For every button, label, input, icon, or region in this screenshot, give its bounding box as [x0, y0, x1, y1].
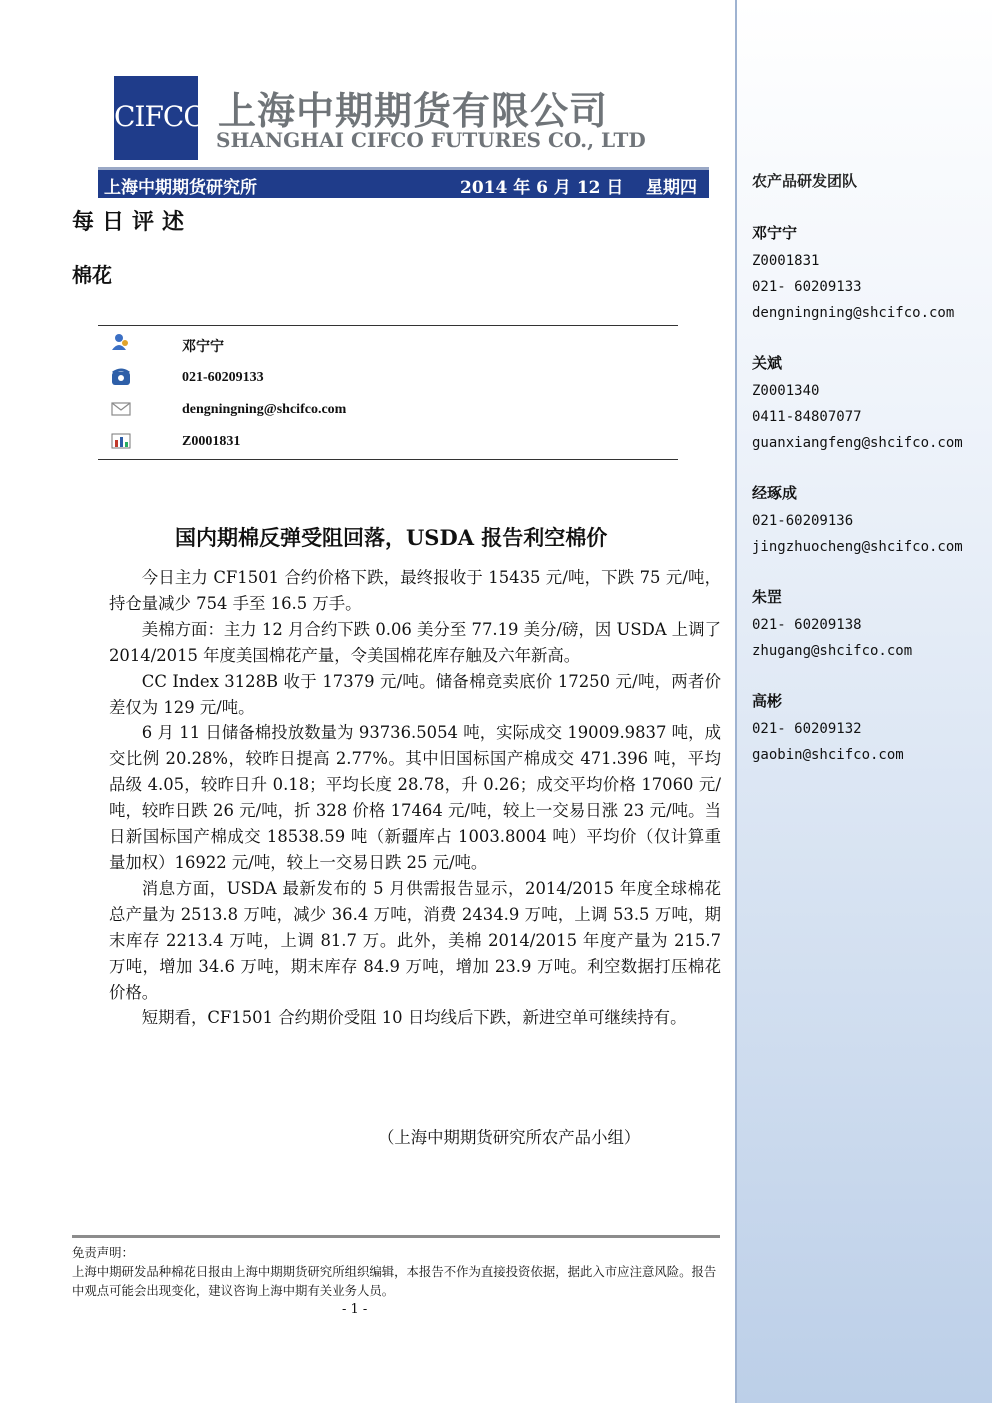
- sidebar-contact: [752, 352, 963, 459]
- team-sidebar: [735, 0, 992, 1403]
- author-name: 邓宁宁: [182, 340, 224, 355]
- contact-phone: 021-60209136: [752, 513, 854, 529]
- author-license: Z0001831: [182, 434, 241, 449]
- paragraph: 今日主力 CF1501 合约价格下跌，最终报收于 15435 元/吨，下跌 75 元/吨，持仓量减少 754 手至 16.5 万手。: [109, 568, 721, 613]
- author-email[interactable]: dengningning@shcifco.com: [182, 402, 347, 417]
- article-headline: 国内期棉反弹受阻回落，USDA 报告利空棉价: [175, 525, 608, 550]
- paragraph: 美棉方面：主力 12 月合约下跌 0.06 美分至 77.19 美分/磅，因 USDA 上调了 2014/2015 年度美国棉花产量，令美国棉花库存触及六年新高。: [109, 619, 721, 665]
- contact-email[interactable]: zhugang@shcifco.com: [752, 643, 913, 659]
- paragraph: CC Index 3128B 收于 17379 元/吨。储备棉竞卖底价 17250 元/吨，两者价差仅为 129 元/吨。: [109, 671, 721, 717]
- person-icon: [110, 332, 132, 354]
- disclaimer-title: 免责声明：: [72, 1245, 134, 1260]
- footer-divider: [72, 1235, 720, 1238]
- contact-name: 朱罡: [752, 588, 783, 606]
- chart-icon: [110, 430, 132, 452]
- contact-email[interactable]: guanxiangfeng@shcifco.com: [752, 435, 963, 451]
- company-name-en: SHANGHAI CIFCO FUTURES CO., LTD: [216, 128, 646, 152]
- team-title: 农产品研发团队: [752, 172, 858, 190]
- page-number: - 1 -: [342, 1302, 368, 1317]
- author-email-row: [98, 398, 678, 428]
- contact-license: Z0001340: [752, 383, 820, 399]
- contact-name: 邓宁宁: [752, 224, 798, 242]
- phone-icon: [110, 366, 132, 388]
- sidebar-contact: [752, 482, 963, 563]
- paragraph: 短期看，CF1501 合约期价受阻 10 日均线后下跌，新进空单可继续持有。: [141, 1008, 687, 1028]
- contact-name: 高彬: [752, 692, 783, 710]
- sidebar-contact: [752, 586, 912, 667]
- contact-email[interactable]: dengningning@shcifco.com: [752, 305, 955, 321]
- contact-name: 经琢成: [752, 484, 798, 502]
- contact-phone: 021- 60209138: [752, 617, 862, 633]
- sidebar-contact: [752, 222, 954, 329]
- article-body: [109, 565, 721, 1031]
- institute-name: 上海中期期货研究所: [104, 178, 257, 198]
- author-block: [98, 325, 678, 460]
- sidebar-contact: [752, 690, 904, 771]
- report-weekday: 星期四: [646, 178, 697, 198]
- header-band: [98, 167, 709, 198]
- article-signature: （上海中期期货研究所农产品小组）: [378, 1128, 641, 1147]
- logo-text: CIFCO: [114, 100, 206, 133]
- contact-name: 关斌: [752, 354, 783, 372]
- author-phone-row: [98, 366, 678, 396]
- paragraph: 消息方面，USDA 最新发布的 5 月供需报告显示，2014/2015 年度全球棉花总产量为 2513.8 万吨，减少 36.4 万吨，消费 2434.9 万吨，上调 53.5 万吨，期末库存 2213.4 万吨，上调 81.7 万。此外，美棉 2014/2015 年度产量为 215.7 万吨，增加 34.6 万吨，期末库存 84.9 万吨，增加 23.9 万吨。利空数据打压棉花价格。: [109, 878, 721, 1002]
- section-subtitle: 棉花: [72, 263, 112, 287]
- contact-phone: 0411-84807077: [752, 409, 862, 425]
- author-phone: 021-60209133: [182, 370, 264, 385]
- contact-license: Z0001831: [752, 253, 820, 269]
- author-name-row: [98, 332, 678, 362]
- disclaimer-text: 上海中期研发品种棉花日报由上海中期期货研究所组织编辑，本报告不作为直接投资依据，据此入市应注意风险。报告中观点可能会出现变化，建议咨询上海中期有关业务人员。: [72, 1264, 717, 1298]
- contact-email[interactable]: jingzhuocheng@shcifco.com: [752, 539, 963, 555]
- report-date: 2014 年 6 月 12 日: [460, 178, 624, 198]
- mail-icon: [110, 398, 132, 420]
- section-title: 每日评述: [72, 209, 193, 235]
- contact-email[interactable]: gaobin@shcifco.com: [752, 747, 904, 763]
- contact-phone: 021- 60209133: [752, 279, 862, 295]
- paragraph: 6 月 11 日储备棉投放数量为 93736.5054 吨，实际成交 19009.9837 吨，成交比例 20.28%，较昨日提高 2.77%。其中旧国标国产棉成交 471.396 吨，平均品级 4.05，较昨日升 0.18；平均长度 28.78，升 0.26；成交平均价格 17060 元/吨，较昨日跌 26 元/吨，折 328 价格 17464 元/吨，较上一交易日涨 23 元/吨。当日新国标国产棉成交 18538.59 吨（新疆库占 1003.8004 吨）平均价（仅计算重量加权）16922 元/吨，较上一交易日跌 25 元/吨。: [109, 723, 721, 872]
- author-license-row: [98, 430, 678, 460]
- contact-phone: 021- 60209132: [752, 721, 862, 737]
- disclaimer: [72, 1243, 722, 1300]
- company-name-cn: 上海中期期货有限公司: [218, 89, 609, 133]
- cifco-logo: [114, 76, 206, 160]
